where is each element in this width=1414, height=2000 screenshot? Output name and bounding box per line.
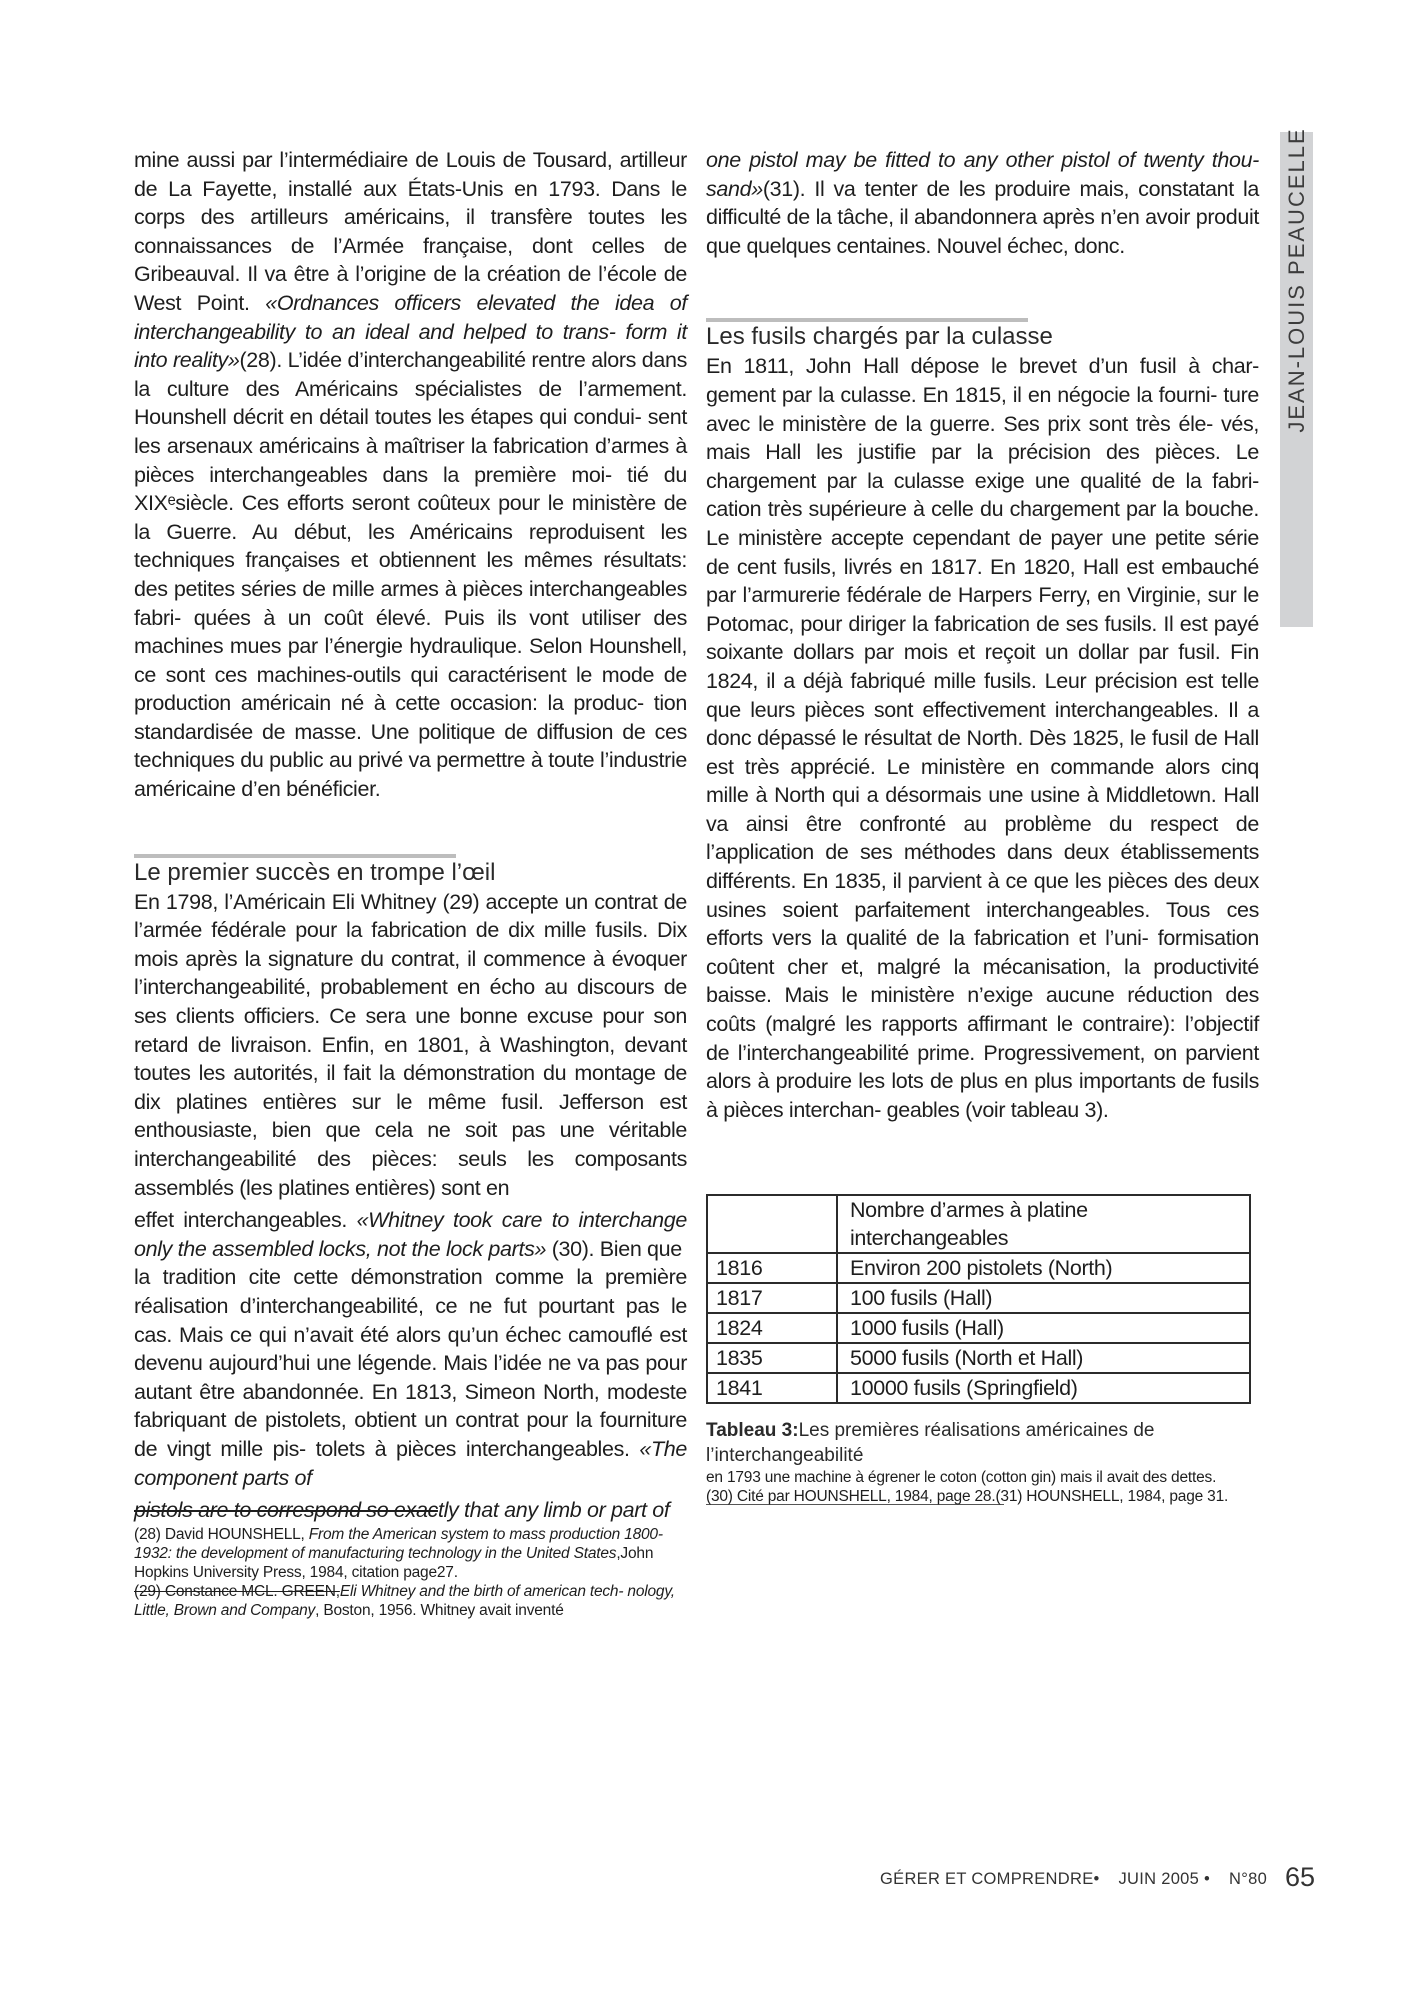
table-cell-year: 1835 [707, 1343, 837, 1373]
table-row [707, 1253, 1250, 1283]
footnote-28 [134, 1525, 687, 1582]
table-header-cell [707, 1195, 837, 1253]
issue-date: JUIN 2005 • [1118, 1870, 1211, 1888]
footnotes-left [134, 1525, 687, 1620]
caption-label: Tableau 3: [706, 1420, 799, 1442]
issue-number: N°80 [1229, 1870, 1268, 1888]
text: tly that any limb or part of [437, 1498, 670, 1523]
table-cell-year: 1816 [707, 1253, 837, 1283]
table-3 [706, 1194, 1251, 1404]
text: (28) David HOUNSHELL, [134, 1525, 309, 1543]
text: (28). L’idée d’interchangeabilité rentre alors dans la culture des Américains spécialistes de l’armement. Hounshell décrit en détail toutes les étapes qui condui- sent les arsenaux américains à maîtriser la fabrication d’armes à pièces interchangeables dans la première moi- tié du XIXᵉsiècle. Ces efforts seront coûteux pour le ministère de la Guerre. Au début, les Américains reproduisent les techniques françaises et obtiennent les mêmes résultats: des petites séries de mille armes à pièces interchangeables fabri- quées à un coût élevé. Puis ils vont utiliser des machines mues par l’énergie hydraulique. Selon Hounshell, ce sont ces machines-outils qui caractérisent le mode de production américain né à cette occasion: la produc- tion standardisée de masse. Une politique de diffusion de ces techniques du public au privé va permettre à toute l’industrie américaine d’en bénéficier. [134, 348, 687, 802]
footnotes-right [706, 1468, 1259, 1505]
author-name-text: JEAN-LOUIS PEAUCELLE [1284, 127, 1309, 433]
struck-text: pistols are to correspond so exac [134, 1498, 438, 1523]
footnote-30-31: (30) Cité par HOUNSHELL, 1984, page 28.(31) HOUNSHELL, 1984, page 31. [706, 1488, 1229, 1506]
section-heading-block [706, 318, 1259, 352]
table-cell-value: 10000 fusils (Springfield) [837, 1373, 1250, 1403]
paragraph-whitney-quote [134, 1206, 687, 1263]
section-heading-premier-succes: Le premier succès en trompe l’œil [134, 858, 496, 886]
text: ,John Hopkins University Press, 1984, citation page27. [134, 1544, 654, 1581]
quote-component-parts: «The component parts of [134, 1436, 687, 1490]
text: , Boston, 1956. Whitney avait inventé [315, 1601, 564, 1619]
left-column [134, 146, 687, 1620]
text: la tradition cite cette démonstration comme la première réalisation d’interchangeabilité, ce ne fut pourtant pas le cas. Mais ce qui n’avait été alors qu’un échec camouflé est devenu aujourd’hui une légende. Mais l’idée ne va pas pour autant être abandonnée. En 1813, Simeon North, modeste fabriquant de pistolets, obtient un contrat pour la fourniture de vingt mille pis- tolets à pièces interchangeables. [134, 1265, 687, 1461]
caption-text: Les premières réalisations américaines de l’interchangeabilité [706, 1420, 1155, 1467]
table-header-cell: Nombre d’armes à platine interchangeables [837, 1195, 1250, 1253]
text: effet interchangeables. [134, 1208, 357, 1233]
section-heading-fusils-culasse: Les fusils chargés par la culasse [706, 323, 1053, 351]
table-cell-value: 1000 fusils (Hall) [837, 1313, 1250, 1343]
table-row [707, 1373, 1250, 1403]
footnote-29-continued: en 1793 une machine à égrener le coton (cotton gin) mais il avait des dettes. [706, 1469, 1217, 1487]
table-cell-year: 1817 [707, 1283, 837, 1313]
table-row [707, 1343, 1250, 1373]
paragraph-whitney: En 1798, l’Américain Eli Whitney (29) accepte un contrat de l’armée fédérale pour la fabrication de dix mille fusils. Dix mois après la signature du contrat, il commence à évoquer l’interchangeabilité, probablement en écho au discours de ses clients officiers. Ce sera une bonne excuse pour son retard de livraison. Enfin, en 1801, à Washington, devant toutes les autorités, il fait la démonstration du montage de dix platines entières sur le même fusil. Jefferson est enthousiaste, bien que cela ne soit pas une véritable interchangeabilité des pièces: seuls les composants assemblés (les platines entières) sont en [134, 889, 687, 1200]
table-cell-value: 100 fusils (Hall) [837, 1283, 1250, 1313]
quote-ordnance-officers: «Ordnances officers elevated the idea of interchangeability to an ideal and helped to trans- form it into reality» [134, 290, 688, 373]
text: (29) Constance MCL. GREEN, [134, 1582, 340, 1600]
footnote-29 [134, 1582, 687, 1620]
page-number: 65 [1285, 1862, 1316, 1892]
book-title: Eli Whitney and the birth of american tech- nology, Little, Brown and Company [134, 1582, 675, 1619]
table-row [707, 1313, 1250, 1343]
author-name-vertical [1283, 127, 1311, 433]
journal-name: GÉRER ET COMPRENDRE• [880, 1870, 1100, 1888]
table-cell-value: 5000 fusils (North et Hall) [837, 1343, 1250, 1373]
table-caption [706, 1418, 1259, 1468]
paragraph-pistols-quote [134, 1496, 687, 1525]
text: (30). Bien que [546, 1236, 682, 1261]
table-row [707, 1283, 1250, 1313]
quote-one-pistol: one pistol may be fitted to any other pistol of twenty thou- sand» [706, 148, 1259, 201]
table-header-row [707, 1195, 1250, 1253]
table-cell-value: Environ 200 pistolets (North) [837, 1253, 1250, 1283]
paragraph-north-failure [706, 146, 1259, 260]
right-column [706, 146, 1259, 1505]
text: mine aussi par l’intermédiaire de Louis de Tousard, artilleur de La Fayette, installé aux États-Unis en 1793. Dans le corps des artilleurs américains, il transfère toutes les connaissances de l’Armée française, dont celles de Gribeauval. Il va être à l’origine de la création de l’école de West Point. [134, 148, 687, 315]
paragraph-tradition-north [134, 1263, 687, 1492]
table-cell-year: 1824 [707, 1313, 837, 1343]
section-heading-block [134, 854, 687, 888]
table-cell-year: 1841 [707, 1373, 837, 1403]
text: (31). Il va tenter de les produire mais, constatant la difficulté de la tâche, il abandonnera après n’en avoir produit que quelques centaines. Nouvel échec, donc. [706, 176, 1259, 258]
page-footer [880, 1870, 1281, 1889]
paragraph-john-hall: En 1811, John Hall dépose le brevet d’un fusil à char- gement par la culasse. En 1815, il en négocie la fourni- ture avec le ministère de la guerre. Ses prix sont très éle- vés, mais Hall les justifie par la précision des pièces. Le chargement par la culasse exige une qualité de la fabri- cation très supérieure à celle du chargement par la bouche. Le ministère accepte cependant de payer une petite série de cent fusils, livrés en 1817. En 1820, Hall est embauché par l’armurerie fédérale de Harpers Ferry, en Virginie, sur le Potomac, pour diriger la fabrication de ses fusils. Il est payé soixante dollars par mois et reçoit un dollar par fusil. Fin 1824, il a déjà fabriqué mille fusils. Leur précision est telle que leurs pièces sont effectivement interchangeables. Il a donc dépassé le résultat de North. Dès 1825, le fusil de Hall est très apprécié. Le ministère en commande alors cinq mille à North qui a désormais une usine à Middletown. Hall va ainsi être confronté au problème du respect de l’application de ses méthodes dans deux établissements différents. En 1835, il parvient à ce que les pièces des deux usines soient parfaitement interchangeables. Tous ces efforts vers la qualité de la fabrication et l’uni- formisation coûtent cher et, malgré la mécanisation, la productivité baisse. Mais le ministère n’exige aucune réduction des coûts (malgré les rapports affirmant le contraire): l’objectif de l’interchangeabilité prime. Progressivement, on parvient alors à produire les lots de plus en plus importants de fusils à pièces interchan- geables (voir tableau 3). [706, 354, 1259, 1122]
paragraph-tousard [134, 146, 687, 804]
book-title: From the American system to mass production 1800-1932: the development of manufacturing technology in the United States [134, 1525, 663, 1562]
quote-whitney-locks: «Whitney took care to interchange only the assembled locks, not the lock parts» [134, 1208, 687, 1261]
